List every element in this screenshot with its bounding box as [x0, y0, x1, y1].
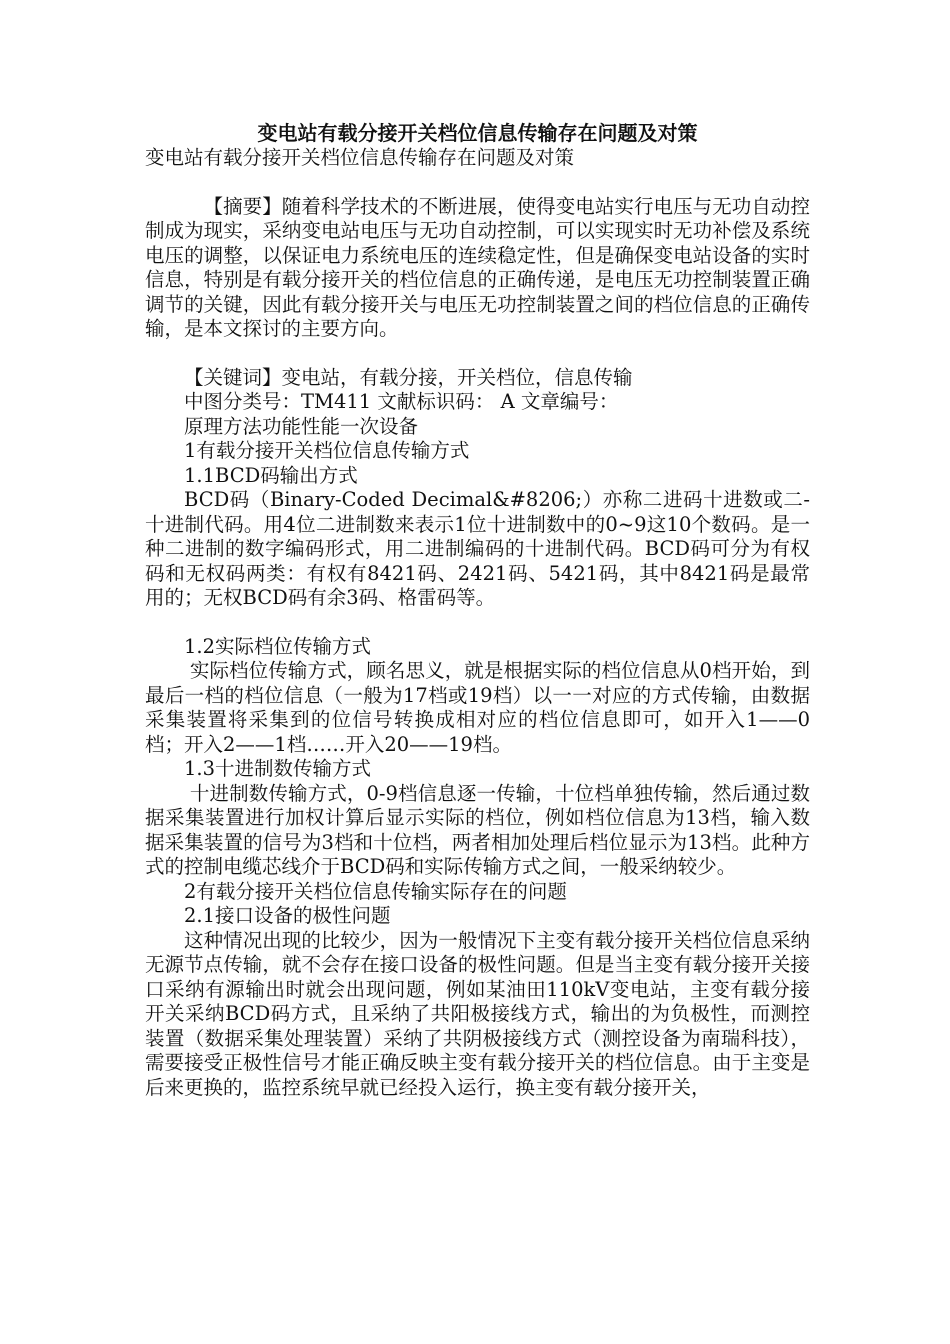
spacer [145, 171, 810, 195]
abstract-paragraph: 【摘要】随着科学技术的不断进展，使得变电站实行电压与无功自动控制成为现实，采纳变电站电压与无功自动控制，可以实现实时无功补偿及系统电压的调整，以保证电力系统电压的连续稳定性，但是确保变电站设备的实时信息，特别是有载分接开关的档位信息的正确传递，是电压无功控制装置正确调节的关键，因此有载分接开关与电压无功控制装置之间的档位信息的正确传输，是本文探讨的主要方向。 [145, 194, 810, 340]
paragraph-1-1: BCD码（Binary-Coded Decimal&#8206;）亦称二进码十进数或二-十进制代码。用4位二进制数来表示1位十进制数中的0~9这10个数码。是一种二进制的数字编码形式，用二进制编码的十进制代码。BCD码可分为有权码和无权码两类：有权有8421码、2421码、5421码，其中8421码是最常用的；无权BCD码有余3码、格雷码等。 [145, 488, 810, 609]
paragraph-1-2: 实际档位传输方式，顾名思义，就是根据实际的档位信息从0档开始，到最后一档的档位信息（一般为17档或19档）以一一对应的方式传输，由数据采集装置将采集到的位信号转换成相对应的档位信息即可，如开入1——0档；开入2——1档……开入20——19档。 [145, 659, 810, 756]
document-page [145, 120, 810, 1100]
document-subtitle: 变电站有载分接开关档位信息传输存在问题及对策 [145, 146, 575, 169]
document-title: 变电站有载分接开关档位信息传输存在问题及对策 [257, 121, 698, 145]
keywords-line: 【关键词】变电站，有载分接，开关档位，信息传输 [184, 365, 633, 389]
section-heading-2-1: 2.1接口设备的极性问题 [184, 904, 391, 927]
section-heading-2: 2有载分接开关档位信息传输实际存在的问题 [184, 879, 567, 903]
section-heading-1-1: 1.1BCD码输出方式 [184, 463, 358, 487]
paragraph-1-3: 十进制数传输方式，0-9档信息逐一传输，十位档单独传输，然后通过数据采集装置进行加权计算后显示实际的档位，例如档位信息为13档，输入数据采集装置的信号为3档和十位档，两者相加处理后档位显示为13档。此种方式的控制电缆芯线介于BCD码和实际传输方式之间，一般采纳较少。 [145, 781, 810, 878]
paragraph-2-1: 这种情况出现的比较少，因为一般情况下主变有载分接开关档位信息采纳无源节点传输，就不会存在接口设备的极性问题。但是当主变有载分接开关接口采纳有源输出时就会出现问题，例如某油田110kV变电站，主变有载分接开关采纳BCD码方式，且采纳了共阳极接线方式，输出的为负极性，而测控装置（数据采集处理装置）采纳了共阴极接线方式（测控设备为南瑞科技），需要接受正极性信号才能正确反映主变有载分接开关的档位信息。由于主变是后来更换的，监控系统早就已经投入运行，换主变有载分接开关， [145, 928, 810, 1099]
section-heading-1: 1有载分接开关档位信息传输方式 [184, 439, 470, 462]
spacer [145, 342, 810, 366]
classification-line: 中图分类号：TM411 文献标识码： A 文章编号： [184, 390, 619, 413]
spacer [145, 611, 810, 635]
section-heading-1-2: 1.2实际档位传输方式 [184, 634, 372, 658]
section-heading-1-3: 1.3十进制数传输方式 [184, 757, 372, 780]
tags-line: 原理方法功能性能一次设备 [184, 414, 419, 438]
